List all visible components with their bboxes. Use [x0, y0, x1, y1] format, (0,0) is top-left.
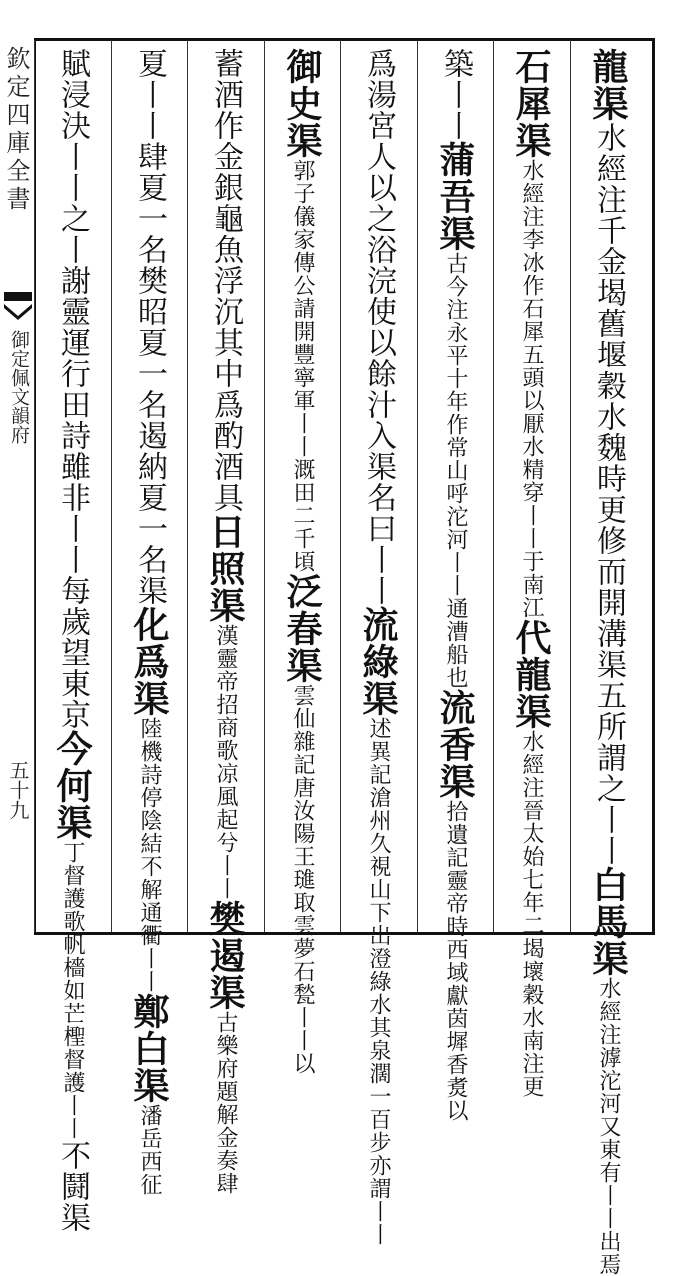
- annotation-text: 陸機詩停陰結不解通衢丨丨: [137, 717, 162, 993]
- entry-headword: 代龍渠: [510, 619, 552, 730]
- text-column: [356, 48, 400, 1246]
- entry-headword: 今何渠: [51, 730, 93, 841]
- body-text: 蓄酒作金銀龜魚浮沉其中爲酌酒具: [208, 48, 243, 513]
- body-text: 賦浸決丨丨之丨謝靈運行田詩雖非丨丨每歲望東京: [55, 48, 90, 730]
- page-number: 五十九: [6, 760, 30, 820]
- annotation-text: 拾遺記靈帝時西域獻茵墀香煑以: [443, 800, 468, 1122]
- column-rule: [570, 40, 571, 932]
- frame-bottom-border: [34, 932, 654, 935]
- entry-headword: 日照渠: [204, 513, 246, 624]
- annotation-text: 潘岳西征: [137, 1104, 162, 1196]
- body-text: 丨丨: [591, 804, 626, 866]
- text-column: [280, 48, 324, 1075]
- column-rule: [111, 40, 112, 932]
- column-rule: [340, 40, 341, 932]
- body-text: 水經注千金堨舊堰穀水魏時更修而開溝渠五所謂之: [591, 122, 626, 804]
- body-text: 不鬪渠: [55, 1140, 90, 1233]
- annotation-text: 水經注李冰作石犀五頭以厭水精穿丨丨于南江: [519, 159, 544, 619]
- entry-headword: 流綠渠: [357, 606, 399, 717]
- annotation-text: 漢靈帝招商歌凉風起兮丨丨: [213, 624, 238, 900]
- entry-headword: 化爲渠: [128, 606, 170, 717]
- entry-headword: 龍渠: [587, 48, 629, 122]
- annotation-text: 雲仙雜記唐汝陽王璡取雲夢石甃丨丨以: [290, 684, 315, 1075]
- annotation-text: 丁督護歌帆檣如芒檉督護丨丨: [60, 841, 85, 1140]
- text-column: [509, 48, 553, 1098]
- column-rule: [34, 40, 35, 932]
- entry-headword: 泛春渠: [281, 573, 323, 684]
- annotation-text: 水經注晉太始七年二堨壞穀水南注更: [519, 730, 544, 1098]
- text-column: [433, 48, 477, 1122]
- body-text: 夏丨丨肆夏一名樊昭夏一名遏納夏一名渠: [132, 48, 167, 606]
- entry-headword: 樊遏渠: [204, 900, 246, 1011]
- body-text: 築丨丨: [438, 48, 473, 141]
- text-column: [127, 48, 171, 1196]
- annotation-text: 古樂府題解金奏肆: [213, 1011, 238, 1195]
- entry-headword: 流香渠: [434, 689, 476, 800]
- entry-headword: 鄭白渠: [128, 993, 170, 1104]
- text-column: [50, 48, 94, 1233]
- margin-collection-title: 欽定四庫全書: [2, 46, 30, 214]
- annotation-text: 郭子儀家傳公請開豐寧軍丨丨溉田二千頃: [290, 159, 315, 573]
- column-rule: [264, 40, 265, 932]
- text-column: [586, 48, 630, 1276]
- annotation-text: 水經注滹沱河又東有丨丨出焉: [596, 977, 621, 1276]
- body-text: 爲湯宮人以之浴浣使以餘汁入渠名曰丨丨: [361, 48, 396, 606]
- frame-top-border: [34, 38, 654, 41]
- entry-headword: 白馬渠: [587, 866, 629, 977]
- column-rule: [187, 40, 188, 932]
- entry-headword: 石犀渠: [510, 48, 552, 159]
- entry-headword: 蒲吾渠: [434, 141, 476, 252]
- annotation-text: 述異記滄州久視山下出澄綠水其泉濶一百步亦謂丨丨: [366, 717, 391, 1246]
- entry-headword: 御史渠: [281, 48, 323, 159]
- text-column: [203, 48, 247, 1195]
- fishtail-mark-icon: [4, 292, 32, 322]
- column-rule: [417, 40, 418, 932]
- margin-book-title: 御定佩文韻府: [8, 330, 30, 444]
- frame-right-border: [652, 38, 655, 935]
- column-rule: [493, 40, 494, 932]
- annotation-text: 古今注永平十年作常山呼沱河丨丨通漕船也: [443, 252, 468, 689]
